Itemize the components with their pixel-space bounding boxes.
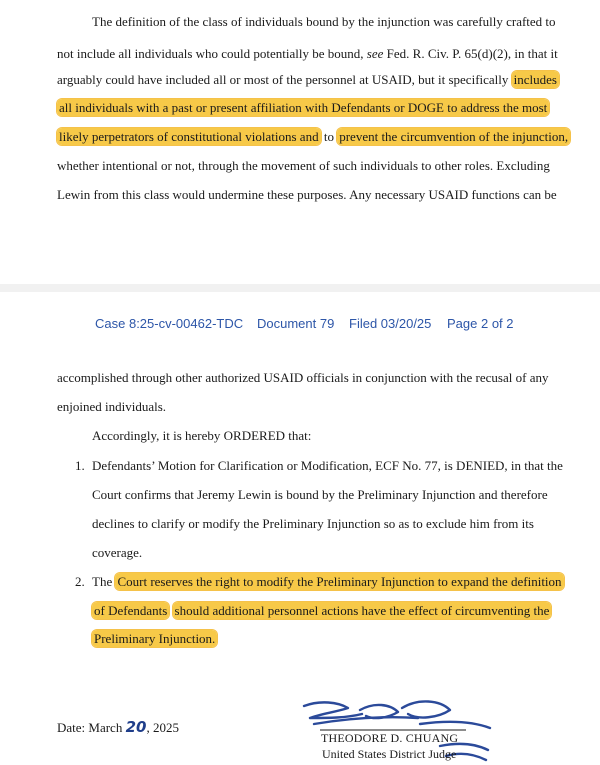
- text-run: whether intentional or not, through the movement of such individuals to other roles. Excluding: [57, 158, 550, 173]
- page-top: [0, 0, 600, 292]
- list-item-line: [92, 631, 217, 647]
- highlighted-text: likely perpetrators of constitutional violations and: [59, 129, 319, 144]
- list-item-line: Defendants’ Motion for Clarification or Modification, ECF No. 77, is DENIED, in that the: [92, 458, 563, 473]
- citation-signal: see: [366, 46, 384, 61]
- highlighted-text: includes: [513, 72, 557, 87]
- case-header: [0, 316, 600, 334]
- list-item-line: [92, 574, 564, 590]
- signature-date: [57, 718, 179, 736]
- list-number: 1.: [75, 458, 85, 473]
- ordered-line: Accordingly, it is hereby ORDERED that:: [92, 428, 312, 443]
- highlighted-text: should additional personnel actions have the effect of circumventing the: [174, 603, 550, 618]
- filed-date: Filed 03/20/25: [349, 316, 432, 331]
- paragraph-line: [57, 100, 549, 116]
- text-run: The definition of the class of individuals bound by the injunction was carefully crafted to: [92, 14, 556, 29]
- text-run: Lewin from this class would undermine these purposes. Any necessary USAID functions can be: [57, 187, 557, 202]
- case-number: Case 8:25-cv-00462-TDC: [95, 316, 244, 331]
- list-number: 2.: [75, 574, 85, 589]
- highlighted-text: Court reserves the right to modify the Preliminary Injunction to expand the definition: [117, 574, 562, 589]
- list-item-line: declines to clarify or modify the Preliminary Injunction so as to exclude him from its: [92, 516, 534, 531]
- document-number: Document 79: [257, 316, 335, 331]
- list-item-line: coverage.: [92, 545, 143, 560]
- page-divider: [0, 284, 600, 292]
- highlighted-text: of Defendants: [94, 603, 168, 618]
- text-run: The: [92, 574, 116, 589]
- paragraph-line: enjoined individuals.: [57, 399, 167, 414]
- date-year: , 2025: [146, 720, 179, 735]
- highlighted-text: all individuals with a past or present affiliation with Defendants or DOGE to address the most: [59, 100, 548, 115]
- text-run: not include all individuals who could potentially be bound,: [57, 46, 367, 61]
- text-run: Fed. R. Civ. P. 65(d)(2), in that it: [383, 46, 558, 61]
- handwritten-day: 20: [125, 718, 147, 736]
- list-item-line: Court confirms that Jeremy Lewin is bound by the Preliminary Injunction and therefore: [92, 487, 548, 502]
- list-item-line: [92, 603, 551, 619]
- highlighted-text: Preliminary Injunction.: [94, 631, 216, 646]
- highlighted-text: prevent the circumvention of the injunction,: [339, 129, 569, 144]
- paragraph-line: [57, 158, 550, 174]
- paragraph-line: [57, 46, 558, 62]
- paragraph-line: [57, 187, 557, 203]
- text-run: to: [320, 129, 338, 144]
- page-number: Page 2 of 2: [447, 316, 514, 331]
- judge-name: THEODORE D. CHUANG: [321, 731, 459, 745]
- date-label: Date: March: [57, 720, 126, 735]
- paragraph-line: [92, 14, 556, 30]
- paragraph-line: [57, 129, 570, 145]
- paragraph-line: [57, 72, 559, 88]
- text-run: arguably could have included all or most of the personnel at USAID, but it specifically: [57, 72, 512, 87]
- paragraph-line: accomplished through other authorized USAID officials in conjunction with the recusal of any: [57, 370, 549, 385]
- judge-title: United States District Judge: [322, 747, 457, 761]
